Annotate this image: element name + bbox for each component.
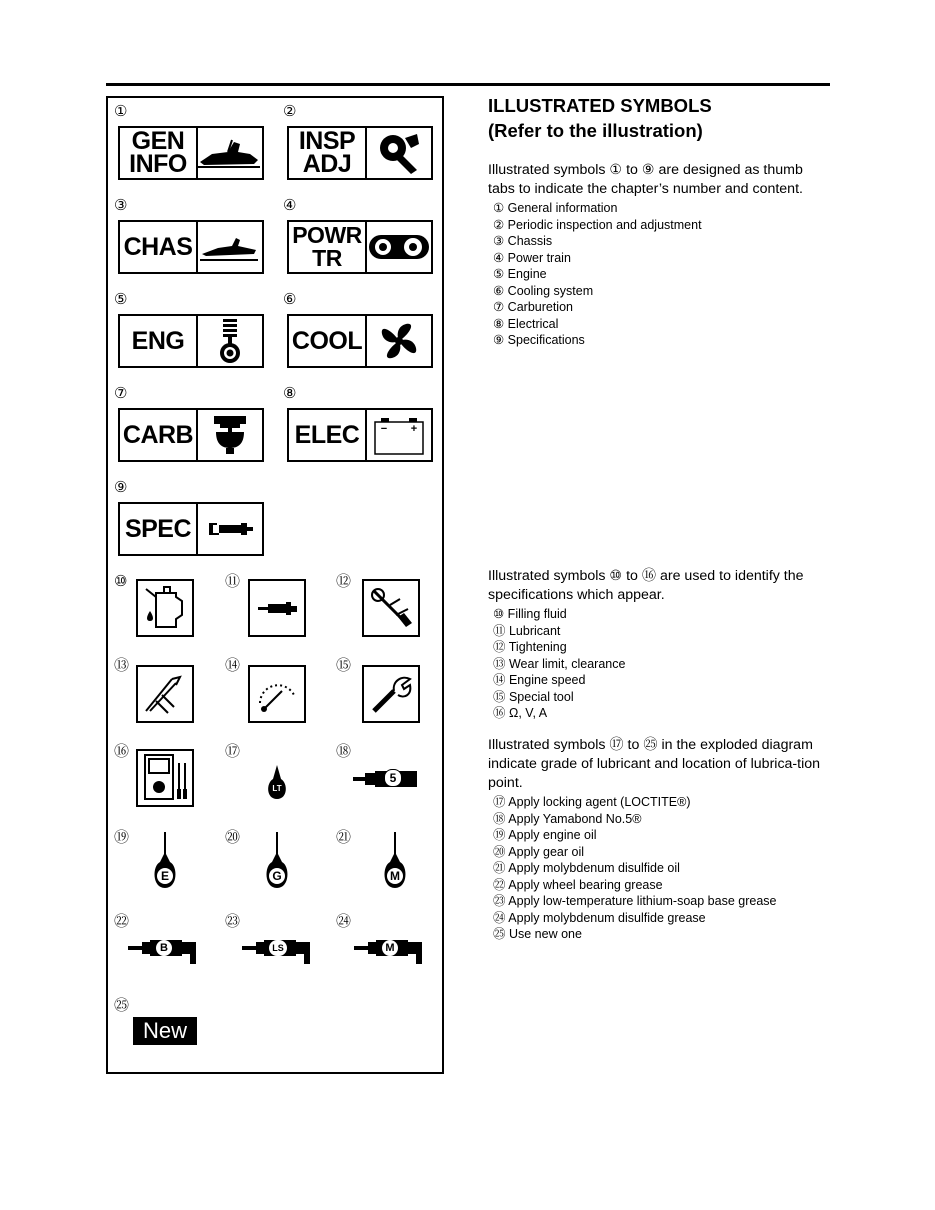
multimeter-icon [136, 749, 194, 807]
symbol-number-7: ⑦ [114, 385, 128, 402]
list-item: ⑰ Apply locking agent (LOCTITE®) [493, 795, 691, 809]
symbol-number-15: ⑮ [336, 657, 352, 674]
tab-cool [287, 314, 433, 368]
list-item: ⑱ Apply Yamabond No.5® [493, 811, 642, 826]
engine-oil-letter: E [157, 868, 173, 884]
list-item: ㉒ Apply wheel bearing grease [493, 877, 663, 892]
symbol-number-21: ㉑ [336, 829, 352, 846]
list-item: ④ Power train [493, 250, 571, 265]
list-item: ⑫ Tightening [493, 640, 567, 654]
list-item: ⑲ Apply engine oil [493, 828, 597, 842]
tab-spec-label: SPEC [124, 514, 192, 543]
list-item: ② Periodic inspection and adjustment [493, 217, 702, 232]
ls-grease-icon [240, 936, 314, 964]
wrench-icon [367, 128, 431, 178]
list-item: ⑧ Electrical [493, 316, 559, 331]
tab-spec [118, 502, 264, 556]
list-item: ㉓ Apply low-temperature lithium-soap base grease [493, 894, 777, 908]
special-tool-icon [362, 665, 420, 723]
drive-belt-icon [367, 222, 431, 272]
symbol-number-1: ① [114, 103, 128, 120]
symbol-number-5: ⑤ [114, 291, 128, 308]
tab-gen-line2: INFO [129, 150, 187, 178]
list-item: ⑪ Lubricant [493, 623, 561, 638]
list-item: ⑬ Wear limit, clearance [493, 656, 626, 671]
wheel-grease-letter: B [156, 940, 172, 956]
symbol-number-20: ⑳ [225, 829, 241, 846]
list-item: ⑨ Specifications [493, 333, 585, 347]
list-item: ⑮ Special tool [493, 689, 574, 704]
symbol-number-25: ㉕ [114, 997, 130, 1014]
section1-list [493, 200, 702, 349]
yamabond-icon [350, 768, 422, 790]
list-item: ㉔ Apply molybdenum disulfide grease [493, 910, 706, 925]
carburetor-icon [198, 410, 262, 460]
tab-chas-label: CHAS [123, 232, 193, 261]
tab-gen-line1: GEN [131, 127, 185, 155]
locking-agent-letters: LT [272, 784, 282, 793]
tachometer-icon [248, 665, 306, 723]
symbol-number-9: ⑨ [114, 479, 128, 496]
section2-intro: Illustrated symbols ⑩ to ⑯ are used to identify the specifications which appear. [488, 568, 804, 603]
caliper-icon [136, 665, 194, 723]
symbol-number-24: ㉔ [336, 913, 352, 930]
symbol-number-22: ㉒ [114, 913, 130, 930]
symbol-number-19: ⑲ [114, 829, 130, 846]
symbol-number-16: ⑯ [114, 743, 130, 760]
section2-list [493, 606, 625, 722]
battery-plus: + [410, 423, 418, 435]
snowmobile-icon [198, 128, 262, 178]
list-item: ⑥ Cooling system [493, 283, 594, 298]
section3-list [493, 794, 776, 943]
symbol-number-23: ㉓ [225, 913, 241, 930]
tab-powr-line1: POWR [292, 222, 362, 248]
list-item: ㉕ Use new one [493, 927, 582, 941]
tab-elec [287, 408, 433, 462]
list-item: ① General information [493, 201, 618, 215]
symbol-number-17: ⑰ [225, 743, 241, 760]
wheel-grease-icon [126, 936, 200, 964]
new-badge: New [133, 1017, 197, 1045]
symbol-number-13: ⑬ [114, 657, 130, 674]
section3-intro: Illustrated symbols ⑰ to ㉕ in the exploded diagram indicate grade of lubricant and location of lubrica-tion point. [488, 737, 821, 791]
list-item: ⑩ Filling fluid [493, 607, 567, 621]
symbol-number-6: ⑥ [283, 291, 297, 308]
symbol-number-18: ⑱ [336, 743, 352, 760]
moly-oil-icon [378, 832, 412, 890]
chassis-icon [198, 222, 262, 272]
tab-carb [118, 408, 264, 462]
symbol-number-14: ⑭ [225, 657, 241, 674]
lubricant-icon [248, 579, 306, 637]
list-item: ③ Chassis [493, 234, 553, 248]
section1-intro: Illustrated symbols ① to ⑨ are designed as thumb tabs to indicate the chapter’s number and content. [488, 162, 803, 197]
ls-grease-letters: LS [269, 940, 287, 956]
list-item: ⑭ Engine speed [493, 673, 586, 687]
fan-icon [367, 316, 431, 366]
symbol-number-12: ⑫ [336, 573, 352, 590]
locking-agent-icon [262, 762, 292, 802]
tab-carb-label: CARB [122, 420, 194, 449]
tab-eng [118, 314, 264, 368]
tab-insp-line1: INSP [298, 127, 356, 155]
top-rule [106, 83, 830, 86]
moly-oil-letter: M [387, 868, 403, 884]
tab-powr-line2: TR [312, 245, 342, 271]
list-item: ⑳ Apply gear oil [493, 844, 585, 859]
symbol-number-10: ⑩ [114, 573, 128, 590]
tab-elec-label: ELEC [294, 420, 360, 449]
list-item: ⑤ Engine [493, 267, 547, 281]
battery-icon [367, 410, 431, 460]
symbol-number-11: ⑪ [225, 573, 241, 590]
tab-cool-label: COOL [291, 326, 363, 355]
symbol-number-8: ⑧ [283, 385, 297, 402]
symbol-number-2: ② [283, 103, 297, 120]
heading-line1: ILLUSTRATED SYMBOLS [488, 95, 712, 116]
gear-oil-letter: G [269, 868, 285, 884]
tab-powr-tr [287, 220, 433, 274]
tab-insp-line2: ADJ [302, 150, 352, 178]
symbol-number-3: ③ [114, 197, 128, 214]
battery-minus: − [380, 423, 388, 435]
page-heading [488, 93, 712, 143]
engine-oil-icon [148, 832, 182, 890]
tab-insp-adj [287, 126, 433, 180]
heading-line2: (Refer to the illustration) [488, 120, 703, 141]
yamabond-number: 5 [384, 769, 402, 787]
list-item: ⑦ Carburetion [493, 300, 573, 314]
tab-chas [118, 220, 264, 274]
piston-icon [198, 316, 262, 366]
torque-wrench-icon [362, 579, 420, 637]
moly-grease-letter: M [382, 940, 398, 956]
gear-oil-icon [260, 832, 294, 890]
tab-eng-label: ENG [131, 326, 185, 355]
filling-fluid-icon [136, 579, 194, 637]
list-item: ⑯ Ω, V, A [493, 706, 548, 720]
measure-icon [198, 504, 262, 554]
tab-gen-info [118, 126, 264, 180]
moly-grease-icon [352, 936, 426, 964]
list-item: ㉑ Apply molybdenum disulfide oil [493, 861, 680, 875]
symbol-number-4: ④ [283, 197, 297, 214]
